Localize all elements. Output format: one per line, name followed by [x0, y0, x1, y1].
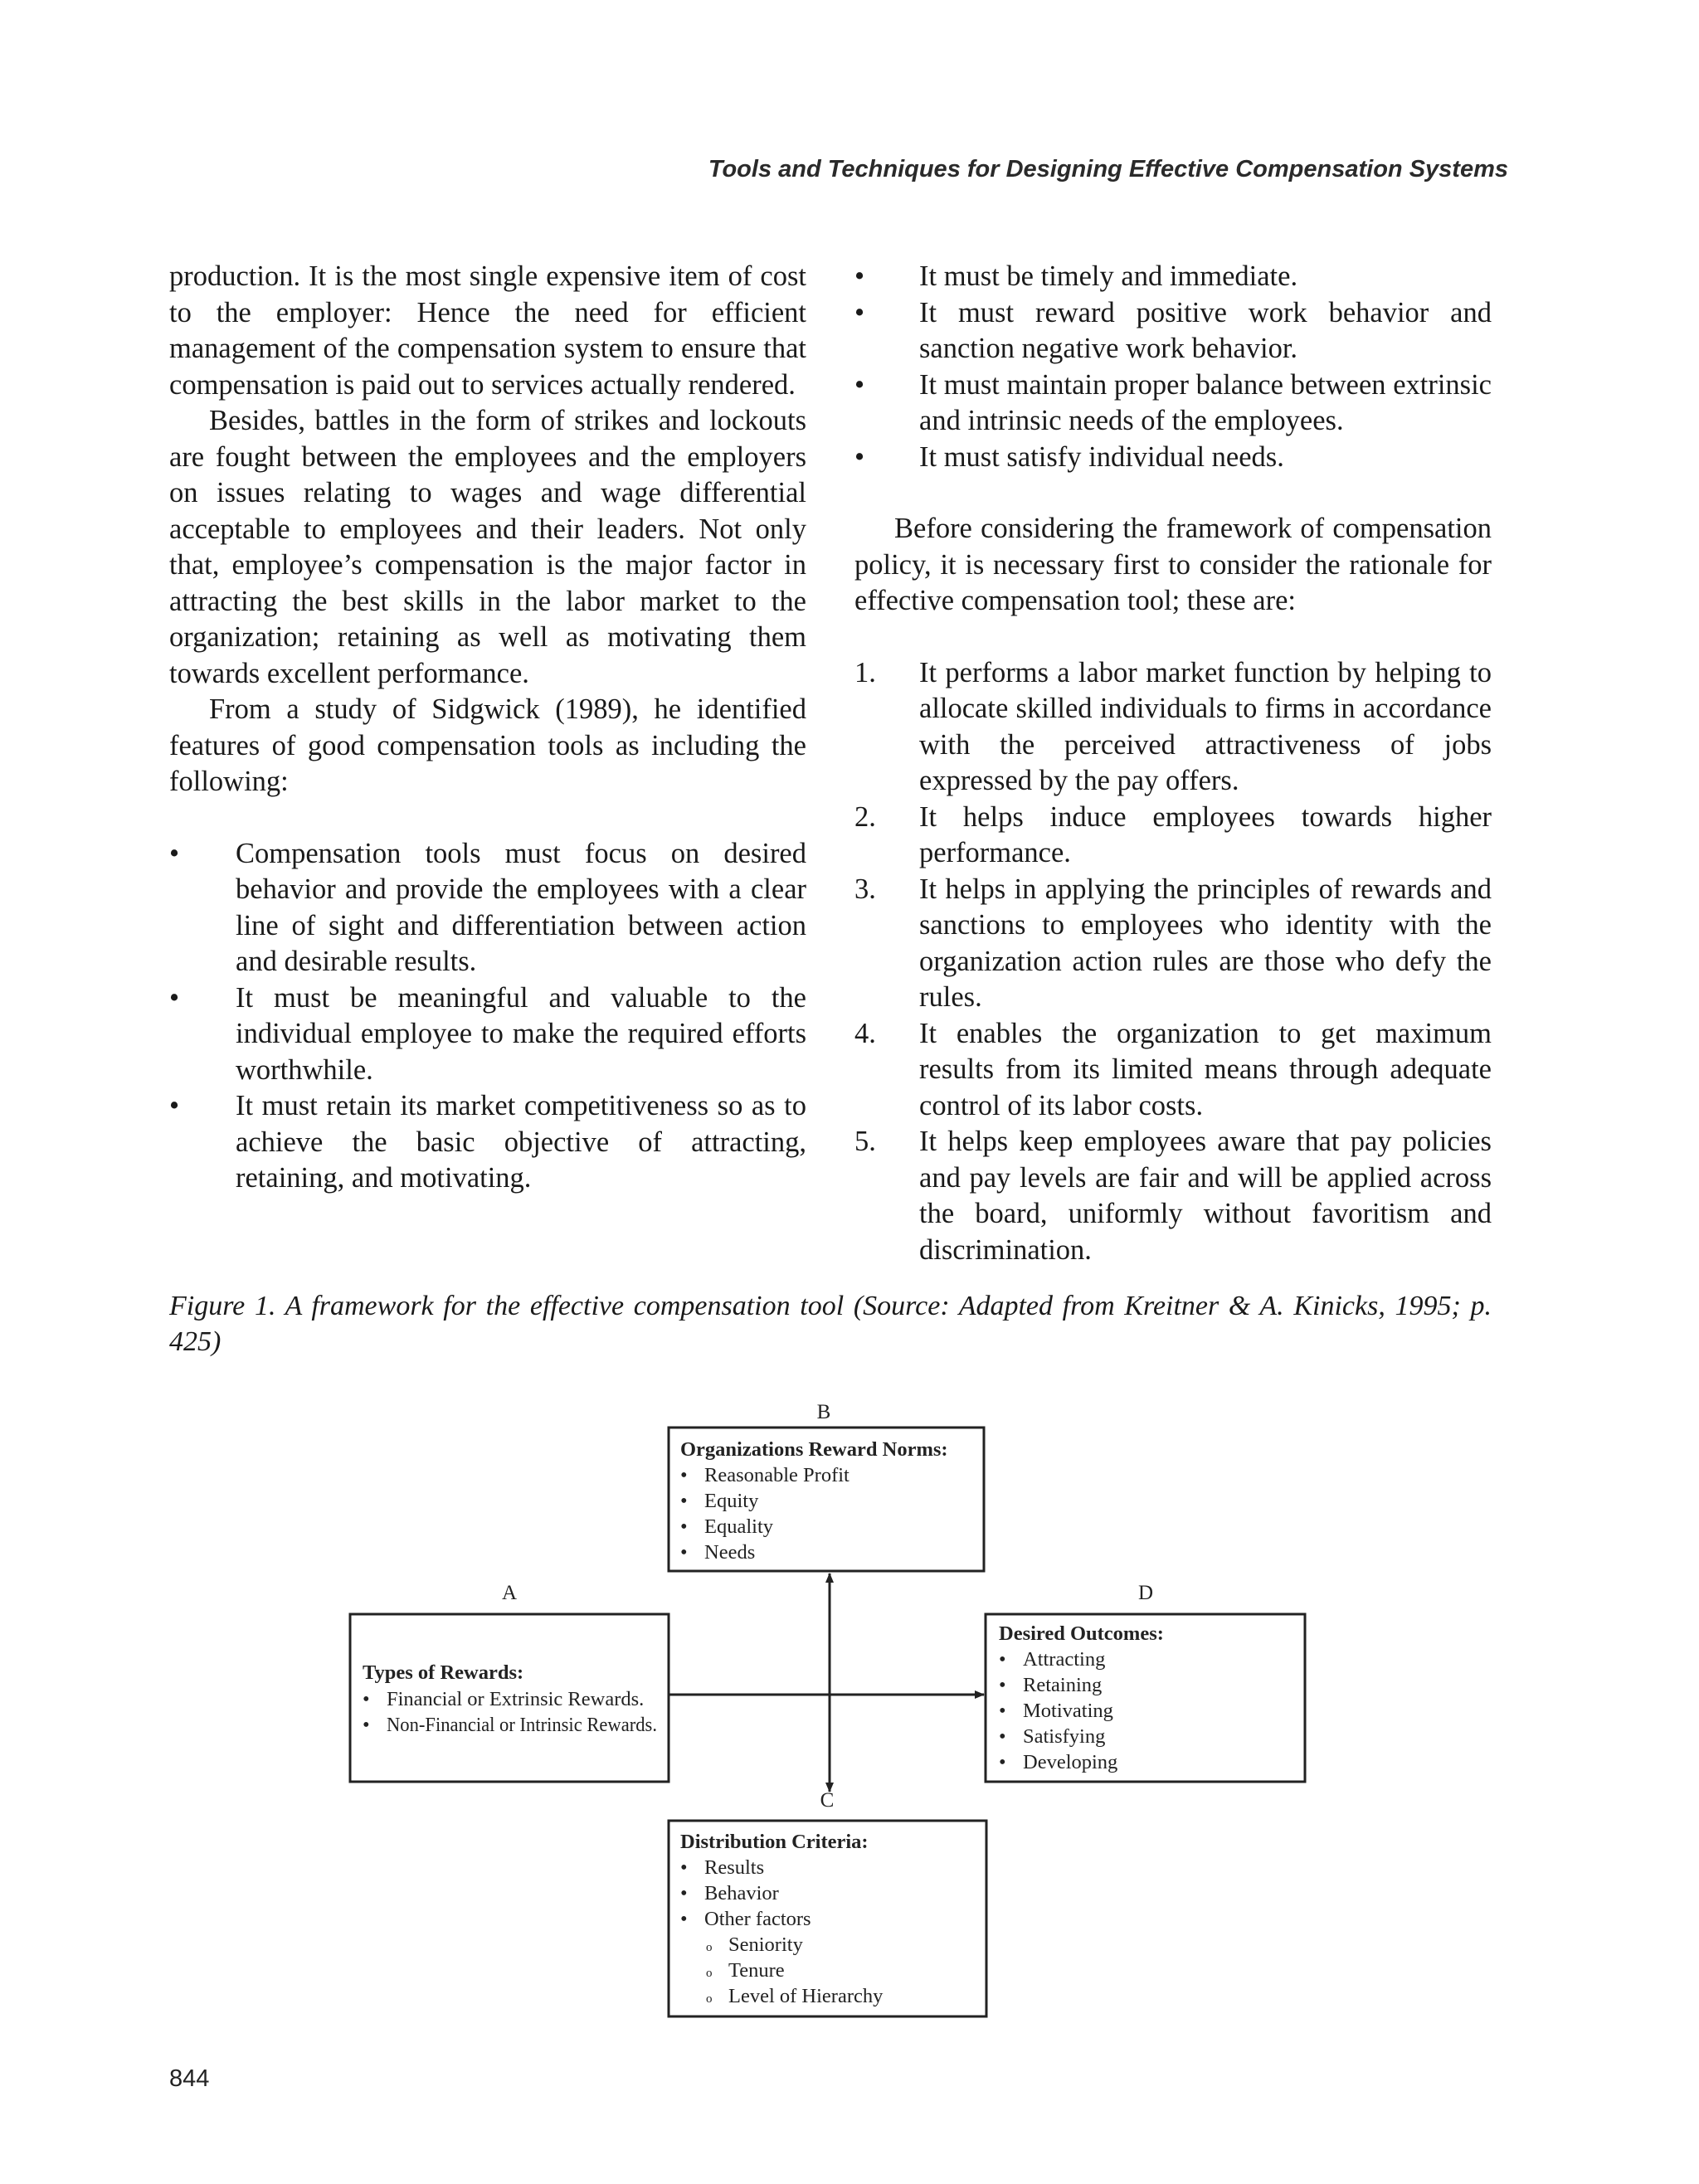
paragraph: Besides, battles in the form of strikes and lockouts are fought between the employees and the employers on issues relating to wages and wage differential acceptable to employees and their leaders. Not only that, employee’s compensation is the major factor in attracting the best skills in the labor market to the organization; retaining as well as motivating them towards excellent performance.: [169, 405, 806, 689]
bullet-marker: •: [999, 1700, 1006, 1722]
list-item: • It must retain its market competitiveness so as to achieve the basic objective of attracting, retaining, and motivating.: [169, 1090, 806, 1194]
box-d-title: Desired Outcomes:: [999, 1622, 1164, 1645]
box-d-item: Retaining: [1023, 1674, 1103, 1696]
box-b-item: Equity: [704, 1490, 759, 1512]
list-item: • It must be timely and immediate.: [854, 259, 1492, 295]
box-b-item: Needs: [704, 1541, 756, 1564]
box-c-subitem: Tenure: [728, 1959, 785, 1982]
box-c-item: Behavior: [704, 1882, 779, 1904]
list-item: 4. It enables the organization to get maximum results from its limited means through adequate control of its labor costs.: [854, 1017, 1492, 1121]
page-number: 844: [169, 2065, 210, 2092]
list-item: • Compensation tools must focus on desired behavior and provide the employees with a clear line of sight and differentiation between action and desirable results.: [169, 837, 806, 977]
bullet-marker: •: [363, 1688, 370, 1710]
list-number: 1.: [854, 656, 876, 688]
bullet-marker: •: [680, 1882, 688, 1904]
sub-bullet-marker: o: [706, 1967, 713, 1980]
box-c-item: Results: [704, 1856, 765, 1879]
box-a-title: Types of Rewards:: [363, 1661, 524, 1684]
bullet-marker: •: [680, 1541, 688, 1564]
list-item: • It must maintain proper balance between extrinsic and intrinsic needs of the employees.: [854, 368, 1492, 436]
box-c-title: Distribution Criteria:: [680, 1831, 869, 1853]
box-a-item: Non-Financial or Intrinsic Rewards.: [387, 1714, 657, 1736]
box-a-letter: A: [501, 1582, 518, 1604]
list-item: • It must satisfy individual needs.: [854, 440, 1492, 476]
bullet-marker: •: [169, 1090, 180, 1121]
left-column: [169, 259, 806, 1197]
list-item: 2. It helps induce employees towards higher performance.: [854, 800, 1492, 868]
box-b-item: Equality: [704, 1515, 774, 1538]
bullet-marker: •: [854, 368, 865, 401]
box-b-item: Reasonable Profit: [704, 1464, 850, 1486]
box-d-item: Satisfying: [1023, 1725, 1106, 1748]
figure-caption: Figure 1. A framework for the effective compensation tool (Source: Adapted from Kreitner & A. Kinicks, 1995; p. 425): [169, 1291, 1492, 1357]
box-c: [669, 1821, 986, 2016]
feature-bullet-list: [169, 836, 806, 1197]
running-header: Tools and Techniques for Designing Effective Compensation Systems: [708, 156, 1508, 182]
box-d-letter: D: [1137, 1582, 1154, 1604]
sub-bullet-marker: o: [706, 1992, 713, 2006]
list-item: • It must be meaningful and valuable to the individual employee to make the required efforts worthwhile.: [169, 981, 806, 1086]
box-b-title: Organizations Reward Norms:: [680, 1438, 948, 1461]
paragraph: From a study of Sidgwick (1989), he identified features of good compensation tools as including the following:: [169, 693, 806, 797]
box-c-subitem: Seniority: [728, 1933, 803, 1956]
bullet-marker: •: [999, 1674, 1006, 1696]
list-number: 2.: [854, 800, 876, 833]
bullet-marker: •: [854, 440, 865, 473]
right-column: [854, 259, 1492, 1268]
bullet-marker: •: [854, 296, 865, 328]
list-number: 5.: [854, 1126, 876, 1157]
rationale-numbered-list: [854, 655, 1492, 1269]
bullet-marker: •: [169, 837, 180, 869]
box-d-item: Attracting: [1023, 1648, 1106, 1671]
list-number: 4.: [854, 1017, 876, 1049]
bullet-marker: •: [680, 1490, 688, 1512]
bullet-marker: •: [999, 1751, 1006, 1773]
box-c-letter: C: [820, 1789, 835, 1812]
bullet-marker: •: [999, 1725, 1006, 1748]
feature-bullet-list-continued: [854, 259, 1492, 475]
box-c-subitem: Level of Hierarchy: [728, 1985, 884, 2007]
list-item: 3. It helps in applying the principles of rewards and sanctions to employees who identity with the organization action rules are those who defy the rules.: [854, 873, 1492, 1013]
bullet-marker: •: [363, 1714, 370, 1736]
box-d: [986, 1614, 1305, 1782]
box-d-item: Developing: [1023, 1751, 1118, 1773]
box-a-item: Financial or Extrinsic Rewards.: [387, 1688, 645, 1710]
bullet-marker: •: [680, 1515, 688, 1538]
bullet-marker: •: [169, 981, 180, 1014]
paragraph: production. It is the most single expensive item of cost to the employer: Hence the need for efficient management of the compensation system to ensure that compensation is paid out to services actually rendered.: [169, 260, 806, 401]
sub-bullet-marker: o: [706, 1941, 713, 1954]
box-a: [350, 1614, 669, 1782]
list-item: 1. It performs a labor market function by helping to allocate skilled individuals to firms in accordance with the perceived attractiveness of jobs expressed by the pay offers.: [854, 656, 1492, 796]
list-item: 5. It helps keep employees aware that pay policies and pay levels are fair and will be applied across the board, uniformly without favoritism and discrimination.: [854, 1126, 1492, 1266]
bullet-marker: •: [999, 1648, 1006, 1671]
bullet-marker: •: [680, 1464, 688, 1486]
list-number: 3.: [854, 873, 876, 905]
box-b: [669, 1428, 984, 1571]
list-item: • It must reward positive work behavior and sanction negative work behavior.: [854, 296, 1492, 364]
paragraph: Before considering the framework of compensation policy, it is necessary first to consider the rationale for effective compensation tool; these are:: [854, 513, 1492, 616]
box-d-item: Motivating: [1023, 1700, 1113, 1722]
bullet-marker: •: [854, 260, 865, 292]
box-b-letter: B: [816, 1401, 831, 1423]
bullet-marker: •: [680, 1856, 688, 1879]
box-c-item: Other factors: [704, 1908, 811, 1930]
bullet-marker: •: [680, 1908, 688, 1930]
